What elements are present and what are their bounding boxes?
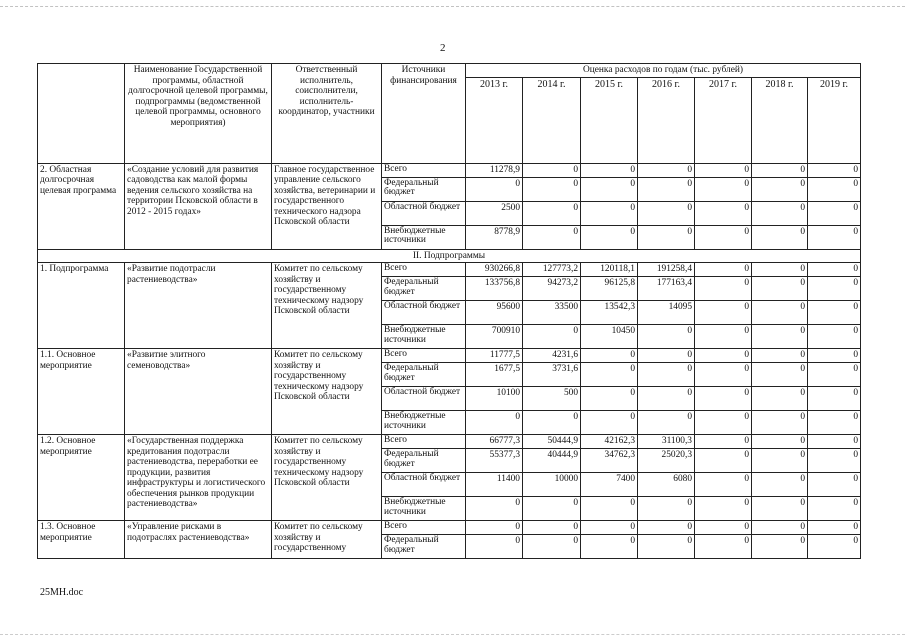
amount-cell: 0: [752, 325, 808, 349]
year-header: 2019 г.: [808, 77, 861, 163]
amount-cell: 0: [752, 177, 808, 201]
amount-cell: 0: [581, 225, 638, 249]
funding-source-cell: Федеральный бюджет: [382, 363, 466, 387]
amount-cell: 0: [523, 535, 581, 559]
header-estimate-cell: Оценка расходов по годам (тыс. рублей): [466, 64, 861, 78]
program-code-cell: 1.3. Основное мероприятие: [38, 521, 125, 559]
program-name-cell: «Развитие подотрасли растениеводства»: [125, 263, 272, 349]
funding-source-cell: Областной бюджет: [382, 387, 466, 411]
amount-cell: 120118,1: [581, 263, 638, 277]
amount-cell: 0: [808, 411, 861, 435]
header-responsible-cell: Ответственный исполнитель, соисполнители, исполнитель-координатор, участники: [272, 64, 382, 164]
amount-cell: 0: [808, 435, 861, 449]
year-header: 2018 г.: [752, 77, 808, 163]
amount-cell: 96125,8: [581, 277, 638, 301]
funding-source-cell: Внебюджетные источники: [382, 411, 466, 435]
amount-cell: 0: [466, 497, 523, 521]
funding-source-cell: Федеральный бюджет: [382, 449, 466, 473]
amount-cell: 0: [752, 225, 808, 249]
amount-cell: 0: [695, 411, 752, 435]
amount-cell: 0: [752, 163, 808, 177]
amount-cell: 0: [638, 349, 695, 363]
scan-edge-top: [0, 6, 905, 7]
amount-cell: 0: [752, 497, 808, 521]
amount-cell: 11400: [466, 473, 523, 497]
amount-cell: 0: [695, 277, 752, 301]
amount-cell: 0: [808, 473, 861, 497]
responsible-cell: Комитет по сельскому хозяйству и государственному техническому надзору Псковской области: [272, 349, 382, 435]
amount-cell: 0: [581, 411, 638, 435]
amount-cell: 0: [466, 411, 523, 435]
amount-cell: 33500: [523, 301, 581, 325]
year-header: 2014 г.: [523, 77, 581, 163]
amount-cell: 0: [581, 521, 638, 535]
amount-cell: 0: [581, 387, 638, 411]
amount-cell: 0: [523, 497, 581, 521]
table-body: [38, 163, 861, 559]
amount-cell: 1677,5: [466, 363, 523, 387]
header-source-cell: Источники финансирования: [382, 64, 466, 164]
amount-cell: 0: [523, 225, 581, 249]
year-header: 2017 г.: [695, 77, 752, 163]
amount-cell: 0: [752, 535, 808, 559]
table-row: [38, 349, 861, 363]
funding-source-cell: Всего: [382, 435, 466, 449]
amount-cell: 40444,9: [523, 449, 581, 473]
table-row: [38, 521, 861, 535]
amount-cell: 0: [523, 177, 581, 201]
amount-cell: 0: [752, 349, 808, 363]
responsible-cell: Комитет по сельскому хозяйству и государственному: [272, 521, 382, 559]
header-code-cell: [38, 64, 125, 164]
amount-cell: 0: [808, 535, 861, 559]
amount-cell: 0: [695, 497, 752, 521]
responsible-cell: Комитет по сельскому хозяйству и государственному техническому надзору Псковской области: [272, 263, 382, 349]
footer-filename: 25MH.doc: [40, 587, 84, 598]
amount-cell: 0: [695, 163, 752, 177]
amount-cell: 0: [752, 387, 808, 411]
section-title: II. Подпрограммы: [38, 249, 861, 263]
amount-cell: 0: [523, 201, 581, 225]
funding-source-cell: Федеральный бюджет: [382, 535, 466, 559]
amount-cell: 0: [808, 363, 861, 387]
amount-cell: 0: [808, 163, 861, 177]
amount-cell: 0: [752, 263, 808, 277]
funding-source-cell: Внебюджетные источники: [382, 225, 466, 249]
amount-cell: 127773,2: [523, 263, 581, 277]
amount-cell: 0: [752, 277, 808, 301]
table-row: [38, 263, 861, 277]
amount-cell: 50444,9: [523, 435, 581, 449]
budget-table: [37, 63, 861, 559]
amount-cell: 0: [466, 521, 523, 535]
amount-cell: 0: [808, 263, 861, 277]
amount-cell: 0: [695, 449, 752, 473]
amount-cell: 0: [523, 411, 581, 435]
amount-cell: 700910: [466, 325, 523, 349]
page-number: 2: [440, 42, 446, 54]
section-row: [38, 249, 861, 263]
amount-cell: 0: [695, 263, 752, 277]
responsible-cell: Главное государственное управление сельского хозяйства, ветеринарии и государственного технического надзора Псковской области: [272, 163, 382, 249]
year-header: 2013 г.: [466, 77, 523, 163]
amount-cell: 0: [466, 535, 523, 559]
amount-cell: 13542,3: [581, 301, 638, 325]
amount-cell: 0: [638, 325, 695, 349]
amount-cell: 0: [581, 349, 638, 363]
amount-cell: 0: [638, 363, 695, 387]
amount-cell: 133756,8: [466, 277, 523, 301]
amount-cell: 0: [581, 201, 638, 225]
amount-cell: 34762,3: [581, 449, 638, 473]
amount-cell: 7400: [581, 473, 638, 497]
amount-cell: 10100: [466, 387, 523, 411]
amount-cell: 0: [695, 435, 752, 449]
amount-cell: 0: [523, 325, 581, 349]
table-row: [38, 435, 861, 449]
funding-source-cell: Внебюджетные источники: [382, 325, 466, 349]
amount-cell: 10000: [523, 473, 581, 497]
program-code-cell: 1.1. Основное мероприятие: [38, 349, 125, 435]
amount-cell: 0: [752, 435, 808, 449]
amount-cell: 0: [808, 349, 861, 363]
header-name-cell: Наименование Государственной программы, областной долгосрочной целевой программы, подпрограммы (ведомственной целевой программы, основного мероприятия): [125, 64, 272, 164]
amount-cell: 0: [638, 535, 695, 559]
amount-cell: 0: [638, 225, 695, 249]
amount-cell: 177163,4: [638, 277, 695, 301]
funding-source-cell: Областной бюджет: [382, 201, 466, 225]
funding-source-cell: Федеральный бюджет: [382, 177, 466, 201]
amount-cell: 0: [638, 163, 695, 177]
amount-cell: 10450: [581, 325, 638, 349]
amount-cell: 0: [695, 201, 752, 225]
funding-source-cell: Внебюджетные источники: [382, 497, 466, 521]
amount-cell: 0: [695, 301, 752, 325]
amount-cell: 0: [808, 277, 861, 301]
header-row-1: [38, 64, 861, 78]
funding-source-cell: Всего: [382, 263, 466, 277]
amount-cell: 0: [695, 363, 752, 387]
responsible-cell: Комитет по сельскому хозяйству и государственному техническому надзору Псковской области: [272, 435, 382, 521]
amount-cell: 0: [808, 521, 861, 535]
amount-cell: 66777,3: [466, 435, 523, 449]
amount-cell: 0: [695, 521, 752, 535]
amount-cell: 0: [808, 325, 861, 349]
amount-cell: 0: [752, 301, 808, 325]
amount-cell: 4231,6: [523, 349, 581, 363]
amount-cell: 0: [808, 497, 861, 521]
amount-cell: 0: [808, 225, 861, 249]
amount-cell: 0: [523, 521, 581, 535]
amount-cell: 500: [523, 387, 581, 411]
amount-cell: 0: [638, 497, 695, 521]
amount-cell: 31100,3: [638, 435, 695, 449]
amount-cell: 0: [523, 163, 581, 177]
amount-cell: 95600: [466, 301, 523, 325]
amount-cell: 0: [695, 177, 752, 201]
amount-cell: 0: [581, 163, 638, 177]
amount-cell: 0: [808, 177, 861, 201]
amount-cell: 0: [695, 325, 752, 349]
funding-source-cell: Федеральный бюджет: [382, 277, 466, 301]
amount-cell: 0: [638, 201, 695, 225]
amount-cell: 0: [466, 177, 523, 201]
amount-cell: 0: [638, 387, 695, 411]
amount-cell: 42162,3: [581, 435, 638, 449]
amount-cell: 14095: [638, 301, 695, 325]
program-name-cell: «Управление рисками в подотраслях растениеводства»: [125, 521, 272, 559]
scan-edge-bottom: [0, 634, 905, 635]
amount-cell: 0: [638, 177, 695, 201]
funding-source-cell: Областной бюджет: [382, 473, 466, 497]
amount-cell: 0: [695, 225, 752, 249]
program-name-cell: «Развитие элитного семеноводства»: [125, 349, 272, 435]
program-name-cell: «Государственная поддержка кредитования подотрасли растениеводства, переработки ее продукции, развития инфраструктуры и логистического обеспечения рынков продукции растениеводства»: [125, 435, 272, 521]
amount-cell: 2500: [466, 201, 523, 225]
amount-cell: 6080: [638, 473, 695, 497]
amount-cell: 0: [752, 449, 808, 473]
amount-cell: 11278,9: [466, 163, 523, 177]
amount-cell: 0: [752, 473, 808, 497]
amount-cell: 0: [695, 473, 752, 497]
amount-cell: 0: [752, 201, 808, 225]
program-code-cell: 1. Подпрограмма: [38, 263, 125, 349]
amount-cell: 0: [808, 301, 861, 325]
amount-cell: 0: [752, 521, 808, 535]
amount-cell: 11777,5: [466, 349, 523, 363]
year-header: 2015 г.: [581, 77, 638, 163]
amount-cell: 0: [581, 497, 638, 521]
amount-cell: 3731,6: [523, 363, 581, 387]
amount-cell: 930266,8: [466, 263, 523, 277]
amount-cell: 55377,3: [466, 449, 523, 473]
program-code-cell: 1.2. Основное мероприятие: [38, 435, 125, 521]
amount-cell: 0: [752, 411, 808, 435]
amount-cell: 0: [808, 201, 861, 225]
program-name-cell: «Создание условий для развития садоводства как малой формы ведения сельского хозяйства на территории Псковской области в 2012 - 2015 годах»: [125, 163, 272, 249]
amount-cell: 0: [695, 387, 752, 411]
amount-cell: 0: [581, 177, 638, 201]
funding-source-cell: Областной бюджет: [382, 301, 466, 325]
amount-cell: 25020,3: [638, 449, 695, 473]
funding-source-cell: Всего: [382, 163, 466, 177]
amount-cell: 0: [581, 363, 638, 387]
amount-cell: 191258,4: [638, 263, 695, 277]
amount-cell: 0: [581, 535, 638, 559]
amount-cell: 8778,9: [466, 225, 523, 249]
amount-cell: 0: [695, 535, 752, 559]
year-header: 2016 г.: [638, 77, 695, 163]
amount-cell: 0: [695, 349, 752, 363]
program-code-cell: 2. Областная долгосрочная целевая программа: [38, 163, 125, 249]
amount-cell: 94273,2: [523, 277, 581, 301]
amount-cell: 0: [638, 521, 695, 535]
table-row: [38, 163, 861, 177]
amount-cell: 0: [808, 449, 861, 473]
amount-cell: 0: [752, 363, 808, 387]
funding-source-cell: Всего: [382, 349, 466, 363]
amount-cell: 0: [638, 411, 695, 435]
amount-cell: 0: [808, 387, 861, 411]
funding-source-cell: Всего: [382, 521, 466, 535]
